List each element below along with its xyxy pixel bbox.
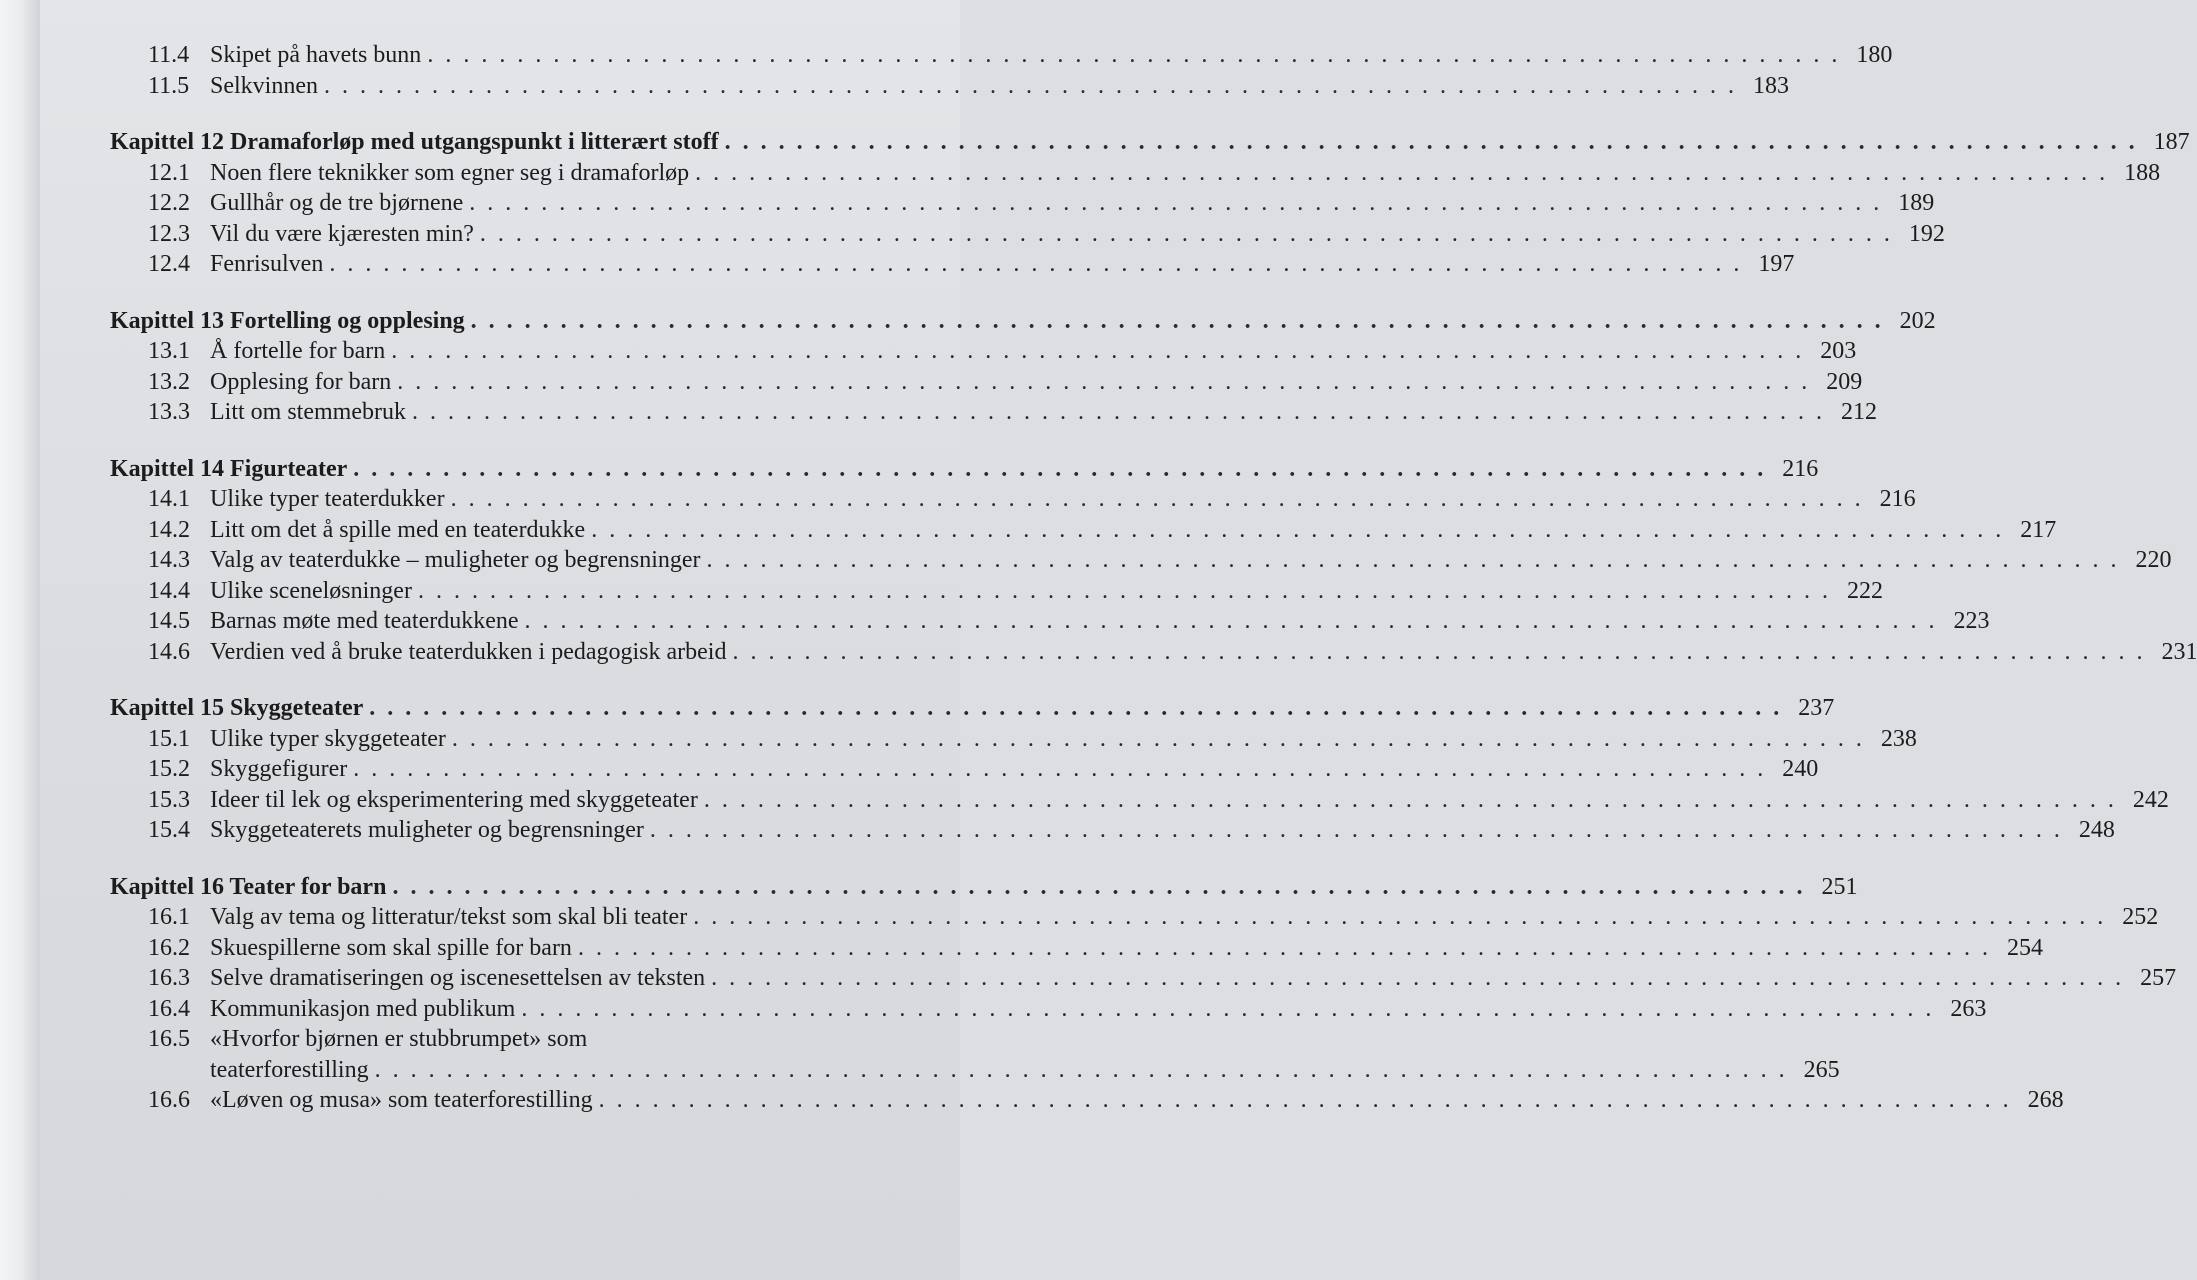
section-number: 14.6 — [148, 638, 190, 665]
page-number: 183 — [1753, 72, 1789, 99]
dot-leader — [375, 1055, 1788, 1086]
toc-section-row — [110, 71, 1789, 102]
dot-leader — [521, 994, 1934, 1025]
section-title: Å fortelle for barn — [210, 338, 386, 364]
chapter-title: Kapittel 16 Teater for barn — [110, 873, 387, 900]
section-title: «Løven og musa» som teaterforestilling — [210, 1087, 593, 1113]
toc-section-row — [110, 1085, 2064, 1116]
page-number: 231 — [2161, 638, 2197, 665]
toc-section-row — [110, 963, 2177, 994]
dot-leader — [427, 40, 1840, 71]
section-number: 11.4 — [148, 42, 190, 68]
book-page — [40, 0, 2197, 1280]
page-number: 197 — [1758, 251, 1795, 277]
dot-leader — [451, 484, 1864, 515]
page-number: 202 — [1899, 307, 1936, 334]
page-number: 268 — [2027, 1087, 2064, 1113]
toc-chapter-15 — [110, 693, 2169, 846]
toc-section-row — [110, 637, 2197, 668]
chapter-heading-row — [110, 306, 1936, 337]
section-title: Verdien ved å bruke teaterdukken i pedagogisk arbeid — [210, 638, 727, 665]
toc-section-row — [110, 545, 2172, 576]
section-title: Opplesing for barn — [210, 368, 392, 395]
section-number: 15.3 — [148, 786, 190, 813]
section-number: 14.3 — [148, 547, 190, 573]
page-number: 203 — [1820, 338, 1857, 364]
chapter-heading-row — [110, 693, 1835, 724]
toc-section-row — [110, 397, 1877, 428]
book-binding-edge — [0, 0, 40, 1280]
toc-section-row — [110, 902, 2159, 933]
section-title: Skyggefigurer — [210, 756, 348, 782]
section-title: Litt om stemmebruk — [210, 399, 406, 425]
dot-leader — [397, 367, 1810, 398]
dot-leader — [711, 963, 2124, 994]
toc-section-row — [110, 188, 1935, 219]
dot-leader — [591, 515, 2004, 546]
section-number: 13.1 — [148, 338, 190, 364]
chapter-heading-row — [110, 872, 1858, 903]
section-number: 15.4 — [148, 817, 190, 843]
toc-section-row — [110, 249, 1795, 280]
section-number: 12.1 — [148, 159, 190, 186]
section-title: Selkvinnen — [210, 72, 318, 99]
toc-section-row — [110, 515, 2057, 546]
chapter-heading-row — [110, 127, 2190, 158]
section-title: Noen flere teknikker som egner seg i dramaforløp — [210, 159, 690, 186]
page-number: 223 — [1953, 608, 1990, 634]
toc-chapter-16 — [110, 872, 2177, 1116]
section-number: 14.1 — [148, 486, 190, 512]
toc-section-row — [110, 576, 1883, 607]
dot-leader — [324, 71, 1737, 102]
dot-leader — [392, 872, 1805, 903]
page-number: 212 — [1840, 399, 1877, 425]
page-number: 217 — [2020, 516, 2057, 543]
page-number: 216 — [1879, 486, 1916, 512]
page-number: 216 — [1782, 455, 1819, 482]
dot-leader — [452, 724, 1865, 755]
dot-leader — [578, 933, 1991, 964]
dot-leader — [469, 188, 1882, 219]
dot-leader — [707, 545, 2120, 576]
section-number: 16.6 — [148, 1087, 190, 1113]
dot-leader — [704, 785, 2117, 816]
dot-leader — [471, 306, 1884, 337]
toc-section-row — [110, 785, 2169, 816]
toc-section-row — [110, 933, 2043, 964]
page-number: 263 — [1950, 995, 1987, 1022]
section-title: Barnas møte med teaterdukkene — [210, 608, 519, 634]
dot-leader — [353, 754, 1766, 785]
page-number: 240 — [1782, 756, 1819, 782]
page-number: 237 — [1798, 695, 1835, 721]
toc-chapter-13 — [110, 306, 1936, 428]
section-number: 14.2 — [148, 516, 190, 543]
page-number: 242 — [2132, 786, 2169, 813]
section-title: «Hvorfor bjørnen er stubbrumpet» som — [210, 1026, 588, 1052]
page-number: 187 — [2153, 129, 2190, 155]
section-number: 15.1 — [148, 725, 190, 752]
section-title: Kommunikasjon med publikum — [210, 995, 516, 1022]
section-title-wrapped — [210, 1024, 1840, 1085]
toc-section-row — [110, 484, 1916, 515]
toc-section-row — [110, 367, 1863, 398]
chapter-title: Kapittel 14 Figurteater — [110, 455, 348, 482]
dot-leader — [650, 815, 2063, 846]
page-number: 188 — [2124, 159, 2161, 186]
toc-section-row — [110, 158, 2161, 189]
section-title: Fenrisulven — [210, 251, 324, 277]
dot-leader — [329, 249, 1742, 280]
dot-leader — [353, 454, 1766, 485]
dot-leader — [369, 693, 1782, 724]
toc-section-row — [110, 1024, 1840, 1085]
dot-leader — [418, 576, 1831, 607]
section-title: Selve dramatiseringen og iscenesettelsen av teksten — [210, 965, 706, 991]
page-number: 192 — [1908, 220, 1945, 247]
dot-leader — [725, 127, 2138, 158]
section-title-continuation: teaterforestilling — [210, 1056, 369, 1083]
page-number: 209 — [1826, 368, 1863, 395]
section-title: Ideer til lek og eksperimentering med skyggeteater — [210, 786, 698, 813]
section-title: Ulike sceneløsninger — [210, 577, 412, 604]
chapter-title: Kapittel 15 Skyggeteater — [110, 695, 364, 721]
section-number: 12.2 — [148, 190, 190, 216]
section-number: 12.4 — [148, 251, 190, 277]
chapter-title: Kapittel 13 Fortelling og opplesing — [110, 307, 465, 334]
toc-section-row — [110, 815, 2115, 846]
section-title: Ulike typer teaterdukker — [210, 486, 445, 512]
dot-leader — [525, 606, 1938, 637]
dot-leader — [732, 637, 2145, 668]
section-number: 16.5 — [148, 1026, 190, 1052]
toc-section-row — [110, 754, 1819, 785]
page-number: 238 — [1880, 725, 1917, 752]
section-number: 16.4 — [148, 995, 190, 1022]
section-title: Skyggeteaterets muligheter og begrensninger — [210, 817, 644, 843]
table-of-contents — [110, 40, 2197, 1142]
page-number: 222 — [1846, 577, 1883, 604]
section-number: 11.5 — [148, 72, 190, 99]
section-number: 14.5 — [148, 608, 190, 634]
section-number: 16.1 — [148, 904, 190, 930]
toc-section-row — [110, 606, 1990, 637]
section-title: Valg av tema og litteratur/tekst som skal bli teater — [210, 904, 688, 930]
section-title: Ulike typer skyggeteater — [210, 725, 446, 752]
page-number: 248 — [2078, 817, 2115, 843]
section-title: Gullhår og de tre bjørnene — [210, 190, 464, 216]
toc-section-row — [110, 219, 1945, 250]
chapter-heading-row — [110, 454, 1819, 485]
dot-leader — [599, 1085, 2012, 1116]
section-title: Skuespillerne som skal spille for barn — [210, 934, 572, 961]
section-number: 12.3 — [148, 220, 190, 247]
toc-section-row — [110, 724, 1917, 755]
section-title: Vil du være kjæresten min? — [210, 220, 474, 247]
section-number: 15.2 — [148, 756, 190, 782]
toc-chapter-12 — [110, 127, 2190, 280]
section-number: 14.4 — [148, 577, 190, 604]
page-number: 257 — [2140, 965, 2177, 991]
toc-prelude — [110, 40, 1893, 101]
dot-leader — [391, 336, 1804, 367]
section-number: 16.2 — [148, 934, 190, 961]
page-number: 251 — [1821, 873, 1858, 900]
toc-chapter-14 — [110, 454, 2197, 668]
page-number: 189 — [1898, 190, 1935, 216]
dot-leader — [480, 219, 1893, 250]
section-number: 16.3 — [148, 965, 190, 991]
dot-leader — [695, 158, 2108, 189]
page-number: 180 — [1856, 42, 1893, 68]
dot-leader — [693, 902, 2106, 933]
section-title: Skipet på havets bunn — [210, 42, 422, 68]
page-number: 252 — [2122, 904, 2159, 930]
section-title: Valg av teaterdukke – muligheter og begrensninger — [210, 547, 701, 573]
section-number: 13.3 — [148, 399, 190, 425]
page-number: 254 — [2006, 934, 2043, 961]
page-number: 265 — [1803, 1056, 1840, 1083]
dot-leader — [412, 397, 1825, 428]
page-number: 220 — [2135, 547, 2172, 573]
chapter-title: Kapittel 12 Dramaforløp med utgangspunkt i litterært stoff — [110, 129, 719, 155]
toc-section-row — [110, 40, 1893, 71]
section-number: 13.2 — [148, 368, 190, 395]
toc-section-row — [110, 336, 1857, 367]
toc-section-row — [110, 994, 1987, 1025]
section-title: Litt om det å spille med en teaterdukke — [210, 516, 586, 543]
